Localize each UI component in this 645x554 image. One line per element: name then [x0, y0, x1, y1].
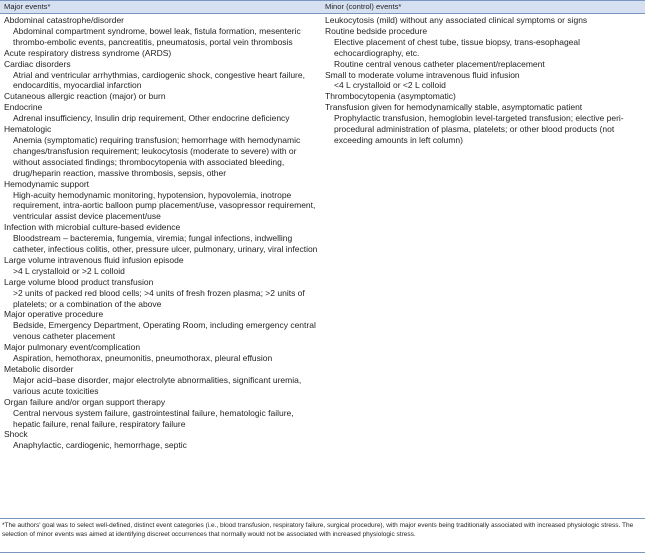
table-header — [0, 0, 645, 14]
major-detail: Anemia (symptomatic) requiring transfusion; hemorrhage with hemodynamic changes/transfusion requirement; leukocytosis (moderate to severe) with or without associated findings; thrombocytopenia with associated bleeding, drug/heparin reaction, massive thrombosis, sepsis, other — [13, 134, 301, 178]
minor-detail: <4 L crystalloid or <2 L colloid — [334, 80, 446, 91]
major-detail: Anaphylactic, cardiogenic, hemorrhage, septic — [13, 440, 187, 451]
table-bottom-rule — [0, 552, 645, 553]
minor-category: Transfusion given for hemodynamically stable, asymptomatic patient — [325, 102, 583, 113]
major-detail: High-acuity hemodynamic monitoring, hypotension, hypovolemia, inotrope requirement, intra-aortic balloon pump placement/use, vasopressor requirement, ventricular assist device placement/use — [13, 189, 316, 222]
minor-events-column — [325, 15, 643, 146]
major-detail: Abdominal compartment syndrome, bowel leak, fistula formation, mesenteric thrombo-embolic events, pancreatitis, pneumatosis, portal vein thrombosis — [13, 25, 301, 47]
major-detail: Bedside, Emergency Department, Operating Room, including emergency central venous catheter placement — [13, 320, 316, 342]
minor-detail: Prophylactic transfusion, hemoglobin level-targeted transfusion; elective peri-procedural administration of plasma, platelets; or other blood products (not exceeding amounts in left column) — [334, 113, 624, 145]
major-events-header: Major events* — [4, 2, 51, 11]
major-category: Hematologic — [4, 124, 52, 135]
table-footnote: *The authors' goal was to select well-defined, distinct event categories (i.e., blood transfusion, respiratory failure, surgical procedure), with major events being traditionally associated with increased physiologic stress. The selection of minor events was aimed at identifying discreet occurrences that normally would not be associated with increased physiologic stress. — [2, 522, 634, 538]
major-events-column — [4, 15, 322, 451]
major-category: Cutaneous allergic reaction (major) or burn — [4, 91, 166, 102]
major-category: Endocrine — [4, 102, 43, 113]
major-category: Shock — [4, 429, 28, 440]
minor-events-header: Minor (control) events* — [325, 2, 402, 11]
footnote-divider — [0, 518, 645, 519]
minor-category: Leukocytosis (mild) without any associated clinical symptoms or signs — [325, 15, 588, 25]
minor-category: Routine bedside procedure — [325, 25, 428, 36]
major-detail: >4 L crystalloid or >2 L colloid — [13, 265, 125, 276]
major-category: Large volume intravenous fluid infusion episode — [4, 254, 184, 265]
major-detail: Bloodstream – bacteremia, fungemia, viremia; fungal infections, indwelling catheter, infectious colitis, other, pressure ulcer, pulmonary, urinary, viral infection — [13, 233, 318, 255]
major-detail: >2 units of packed red blood cells; >4 units of fresh frozen plasma; >2 units of platelets; or a combination of the above — [13, 287, 305, 309]
minor-category: Thrombocytopenia (asymptomatic) — [325, 91, 456, 102]
minor-detail: Routine central venous catheter placement/replacement — [334, 58, 545, 69]
major-category: Infection with microbial culture-based evidence — [4, 222, 181, 233]
major-detail: Adrenal insufficiency, Insulin drip requirement, Other endocrine deficiency — [13, 113, 290, 124]
minor-category: Small to moderate volume intravenous fluid infusion — [325, 69, 520, 80]
major-category: Major pulmonary event/complication — [4, 342, 141, 353]
major-category: Major operative procedure — [4, 309, 104, 320]
major-category: Acute respiratory distress syndrome (ARDS) — [4, 47, 172, 58]
major-category: Cardiac disorders — [4, 58, 71, 69]
major-category: Abdominal catastrophe/disorder — [4, 15, 125, 25]
major-detail: Major acid–base disorder, major electrolyte abnormalities, significant uremia, various acute toxicities — [13, 374, 302, 396]
major-detail: Atrial and ventricular arrhythmias, cardiogenic shock, congestive heart failure, endocarditis, myocardial infarction — [13, 69, 305, 91]
major-detail: Central nervous system failure, gastrointestinal failure, hematologic failure, hepatic failure, renal failure, respiratory failure — [13, 407, 294, 429]
major-category: Hemodynamic support — [4, 178, 90, 189]
major-category: Metabolic disorder — [4, 364, 74, 374]
minor-detail: Elective placement of chest tube, tissue biopsy, trans-esophageal echocardiography, etc. — [334, 36, 581, 58]
major-detail: Aspiration, hemothorax, pneumonitis, pneumothorax, pleural effusion — [13, 353, 273, 364]
major-category: Organ failure and/or organ support therapy — [4, 396, 166, 407]
major-category: Large volume blood product transfusion — [4, 276, 154, 287]
